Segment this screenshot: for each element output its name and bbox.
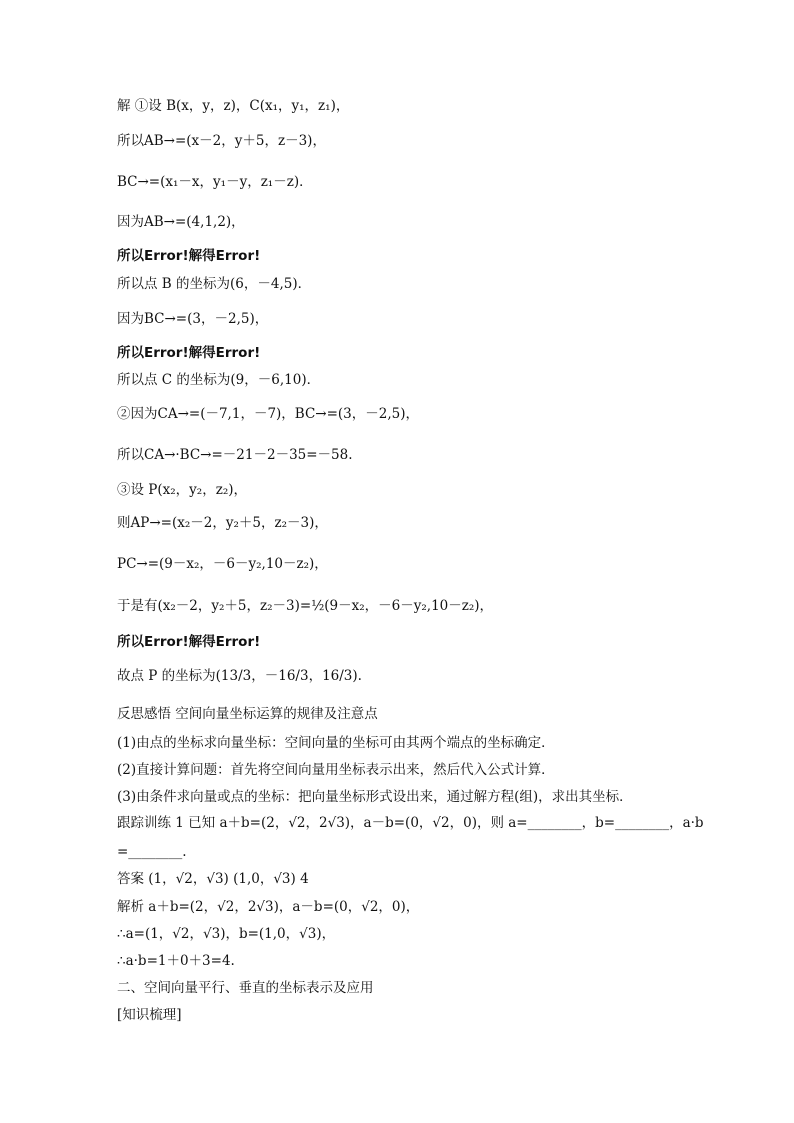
exercise-line-2: =________. <box>117 844 187 860</box>
knowledge-summary-label: [知识梳理] <box>117 1007 182 1023</box>
exercise-line-1: 跟踪训练 1 已知 a＋b=(2，√2，2√3)，a－b=(0，√2，0)，则 a=________，b=________，a·b <box>117 815 704 831</box>
analysis-line-1: 解析 a＋b=(2，√2，2√3)，a－b=(0，√2，0)， <box>117 899 420 915</box>
solution-line-1: 解 ①设 B(x，y，z)，C(x₁，y₁，z₁)， <box>117 98 350 114</box>
reflection-point-3: (3)由条件求向量或点的坐标：把向量坐标形式设出来，通过解方程(组)，求出其坐标． <box>117 789 633 805</box>
answer-line: 答案 (1，√2，√3) (1,0，√3) 4 <box>117 871 309 887</box>
solution-line-12: ③设 P(x₂，y₂，z₂)， <box>117 482 247 498</box>
solution-line-8: 所以Error!解得Error! <box>117 345 261 361</box>
solution-line-5: 所以Error!解得Error! <box>117 248 261 264</box>
solution-line-13: 则AP→=(x₂－2，y₂＋5，z₂－3)， <box>117 515 328 531</box>
solution-line-3: BC→=(x₁－x，y₁－y，z₁－z)． <box>117 174 313 190</box>
solution-line-15: 于是有(x₂－2，y₂＋5，z₂－3)=½(9－x₂，－6－y₂,10－z₂)， <box>117 598 494 614</box>
reflection-point-2: (2)直接计算问题：首先将空间向量用坐标表示出来，然后代入公式计算． <box>117 762 555 778</box>
solution-line-14: PC→=(9－x₂，－6－y₂,10－z₂)， <box>117 556 328 572</box>
analysis-line-2: ∴a=(1，√2，√3)，b=(1,0，√3)， <box>117 926 336 942</box>
solution-line-16: 所以Error!解得Error! <box>117 634 261 650</box>
reflection-title: 反思感悟 空间向量坐标运算的规律及注意点 <box>117 706 378 722</box>
solution-line-7: 因为BC→=(3，－2,5)， <box>117 311 269 327</box>
solution-line-9: 所以点 C 的坐标为(9，－6,10)． <box>117 372 321 388</box>
solution-line-11: 所以CA→·BC→=－21－2－35=－58. <box>117 447 353 463</box>
reflection-point-1: (1)由点的坐标求向量坐标：空间向量的坐标可由其两个端点的坐标确定． <box>117 735 555 751</box>
solution-line-6: 所以点 B 的坐标为(6，－4,5)． <box>117 276 312 292</box>
analysis-line-3: ∴a·b=1＋0＋3=4. <box>117 953 235 969</box>
section-heading: 二、空间向量平行、垂直的坐标表示及应用 <box>117 980 374 996</box>
solution-line-2: 所以AB→=(x－2，y＋5，z－3)， <box>117 133 326 149</box>
solution-line-10: ②因为CA→=(－7,1，－7)，BC→=(3，－2,5)， <box>117 406 420 422</box>
solution-line-17: 故点 P 的坐标为(13/3，－16/3，16/3). <box>117 668 362 684</box>
solution-line-4: 因为AB→=(4,1,2)， <box>117 214 245 230</box>
